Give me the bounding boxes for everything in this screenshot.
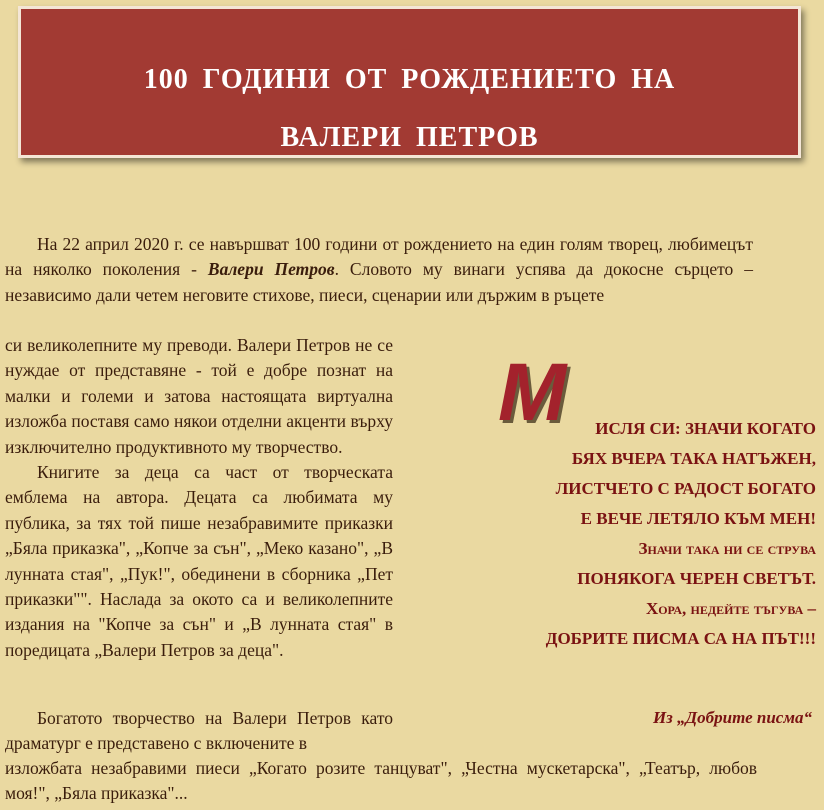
poem-line: Значи така ни се струва — [638, 539, 816, 558]
intro-text-end: . Словото му винаги успява да докосне сърцето – независимо дали четем неговите стихове, пиеси, сценарии или държим в ръцете — [5, 259, 754, 305]
paragraph-drama-start: Богатото творчество на Валери Петров като драматург е представено с включените в — [5, 708, 393, 754]
poem-line: ИСЛЯ СИ: ЗНАЧИ КОГАТО — [595, 419, 816, 438]
paragraph-intro — [5, 232, 753, 308]
poem-source: Из „Добрите писма“ — [652, 708, 812, 727]
paragraph-children-books: Книгите за деца са част от творческата емблема на автора. Децата са любимата му публика, за тях той пише незабравимите приказки „Бяла приказка", „Копче за сън", „Меко казано", „В лунната стая", „Пук!", обединени в сборника „Пет приказки"". Наслада за окото са и великолепните издания на "Копче за сън" и „В лунната стая" в поредицата „Валери Петров за деца". — [5, 462, 393, 660]
poem-line: БЯХ ВЧЕРА ТАКА НАТЪЖЕН, — [571, 449, 816, 468]
title-line-1: 100 ГОДИНИ ОТ РОЖДЕНИЕТО НА — [143, 64, 676, 95]
intro-text: На 22 април 2020 г. се навършват 100 години от рождението на един голям творец, любимецът на няколко поколения - — [5, 234, 753, 280]
poem-line: ПОНЯКОГА ЧЕРЕН СВЕТЪТ. — [577, 569, 816, 588]
poem-line: Хора, недейте тъгува – — [645, 599, 816, 618]
title-banner — [18, 6, 801, 158]
poem-line: Е ВЕЧЕ ЛЕТЯЛО КЪМ МЕН! — [580, 509, 816, 528]
poem-quote — [520, 414, 816, 654]
paragraph-drama-end: изложбата незабравими пиеси „Когато розите танцуват", „Честна мускетарска", „Театър, любов моя!", „Бяла приказка"... — [5, 758, 757, 804]
poem-line: ЛИСТЧЕТО С РАДОСТ БОГАТО — [555, 479, 816, 498]
poem-initial-letter: М — [498, 347, 567, 438]
author-name: Валери Петров — [207, 259, 335, 280]
title-line-2: ВАЛЕРИ ПЕТРОВ — [280, 122, 539, 153]
poem-line: ДОБРИТЕ ПИСМА СА НА ПЪТ!!! — [545, 629, 816, 648]
paragraph-translations: си великолепните му преводи. Валери Петров не се нуждае от представяне - той е добре познат на малки и големи и затова настоящата виртуална изложба поставя само някои отделни акценти върху изключително продуктивното му творчество. — [5, 335, 393, 457]
